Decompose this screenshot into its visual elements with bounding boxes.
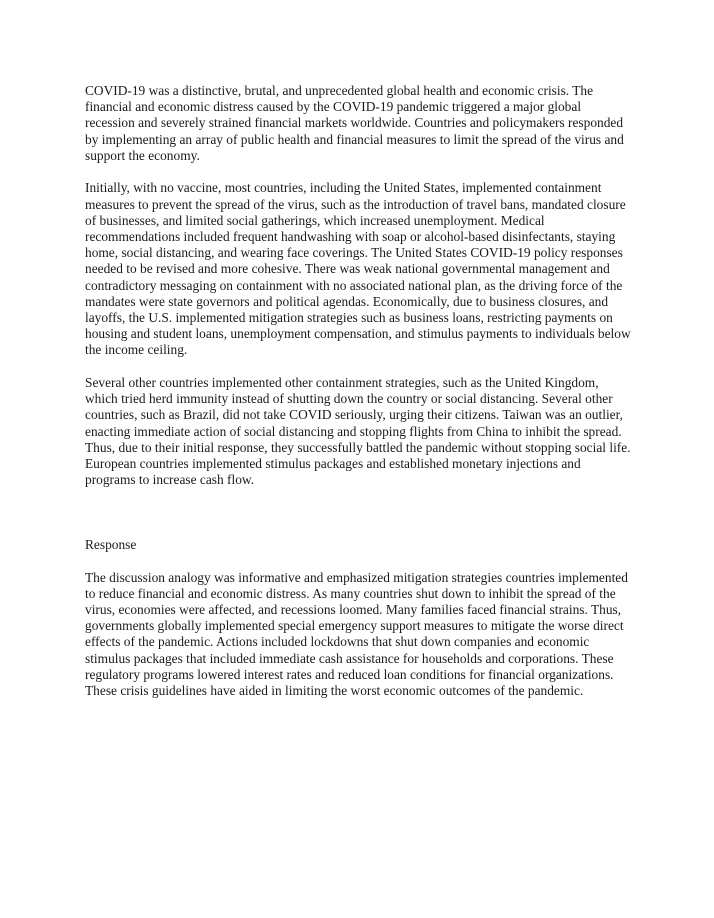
paragraph-response: The discussion analogy was informative and emphasized mitigation strategies countries implemented to reduce financial and economic distress. As many countries shut down to inhibit the spread of the virus, economies were affected, and recessions loomed. Many families faced financial strains. Thus, governments globally implemented special emergency support measures to mitigate the worse direct effects of the pandemic. Actions included lockdowns that shut down companies and economic stimulus packages that included immediate cash assistance for households and corporations. These regulatory programs lowered interest rates and reduced loan conditions for financial organizations. These crisis guidelines have aided in limiting the worst economic outcomes of the pandemic. — [85, 569, 628, 699]
paragraph-other-countries: Several other countries implemented other containment strategies, such as the United Kingdom, which tried herd immunity instead of shutting down the country or social distancing. Several other countries, such as Brazil, did not take COVID seriously, urging their citizens. Taiwan was an outlier, enacting immediate action of social distancing and stopping flights from China to inhibit the spread. Thus, due to their initial response, they successfully battled the pandemic without stopping social life. European countries implemented stimulus packages and established monetary injections and programs to increase cash flow. — [85, 375, 631, 488]
paragraph-intro: COVID-19 was a distinctive, brutal, and unprecedented global health and economic crisis. The financial and economic distress caused by the COVID-19 pandemic triggered a major global recession and severely strained financial markets worldwide. Countries and policymakers responded by implementing an array of public health and financial measures to limit the spread of the virus and support the economy. — [85, 83, 624, 163]
response-heading: Response — [85, 537, 137, 553]
document-page — [85, 83, 631, 699]
paragraph-us-response: Initially, with no vaccine, most countries, including the United States, implemented containment measures to prevent the spread of the virus, such as the introduction of travel bans, mandated closure of businesses, and limited social gatherings, which increased unemployment. Medical recommendations included frequent handwashing with soap or alcohol-based disinfectants, staying home, social distancing, and wearing face coverings. The United States COVID-19 policy responses needed to be revised and more cohesive. There was weak national governmental management and contradictory messaging on containment with no associated national plan, as the driving force of the mandates were state governors and political agendas. Economically, due to business closures, and layoffs, the U.S. implemented mitigation strategies such as business loans, restricting payments on housing and student loans, unemployment compensation, and stimulus payments to individuals below the income ceiling. — [85, 180, 631, 358]
